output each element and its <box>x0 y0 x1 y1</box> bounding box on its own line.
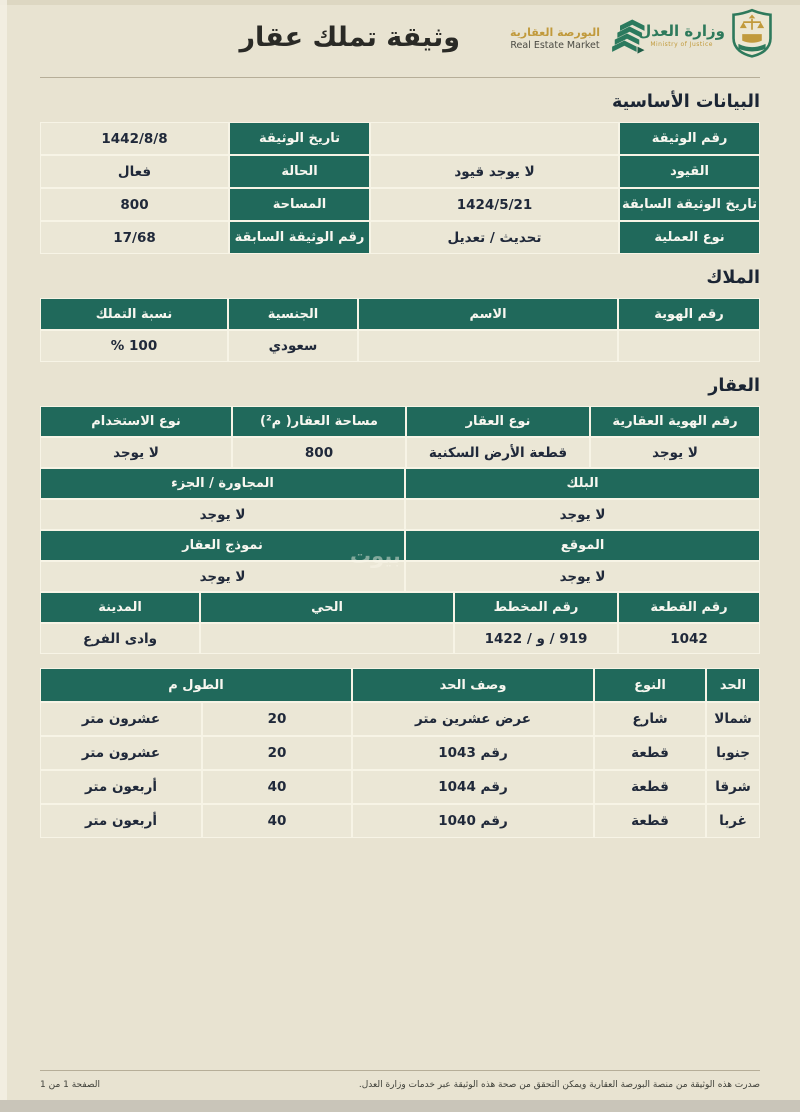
property-value-cell: لا يوجد <box>591 438 759 467</box>
property-header-cell: رقم المخطط <box>455 593 617 622</box>
boundary-side-cell: شمالا <box>707 703 759 735</box>
boundary-side-cell: جنوبا <box>707 737 759 769</box>
watermark: بيوت <box>350 544 401 568</box>
basic-label-cell: تاريخ الوثيقة السابقة <box>620 189 759 220</box>
basic-label-cell: نوع العملية <box>620 222 759 253</box>
boundaries-table <box>40 668 760 838</box>
property-header-cell: المدينة <box>41 593 199 622</box>
boundary-header-cell: النوع <box>595 669 705 701</box>
document-header <box>40 0 760 78</box>
boundary-desc-cell: رقم 1043 <box>353 737 593 769</box>
footer-note: صدرت هذه الوثيقة من منصة البورصة العقارية ويمكن التحقق من صحة هذه الوثيقة عبر خدمات وزارة العدل. <box>358 1080 760 1090</box>
owners-value-cell <box>619 331 759 361</box>
boundary-length-text-cell: أربعون متر <box>41 771 201 803</box>
property-value-cell: قطعة الأرض السكنية <box>407 438 589 467</box>
property-value-cell: 1042 <box>619 624 759 653</box>
real-estate-market-label <box>510 26 600 52</box>
section-heading-basic: البيانات الأساسية <box>611 92 760 112</box>
property-header-cell: نوع العقار <box>407 407 589 436</box>
property-header-cell: نموذج العقار <box>41 531 404 560</box>
property-value-cell <box>201 624 453 653</box>
property-value-cell: لا يوجد <box>41 438 231 467</box>
owners-value-cell <box>359 331 617 361</box>
property-value-cell: لا يوجد <box>41 562 404 591</box>
moj-arabic-name: وزارة العدل <box>638 21 725 40</box>
section-heading-property: العقار <box>708 376 760 396</box>
owners-header-cell: نسبة التملك <box>41 299 227 329</box>
ministry-of-justice-logo <box>638 8 774 62</box>
basic-label-cell: القيود <box>620 156 759 187</box>
basic-value-cell: 1424/5/21 <box>371 189 618 220</box>
property-header-cell: الحي <box>201 593 453 622</box>
owners-value-cell: سعودي <box>229 331 357 361</box>
property-value-cell: لا يوجد <box>41 500 404 529</box>
basic-value-cell <box>371 123 618 154</box>
property-header-cell: رقم القطعة <box>619 593 759 622</box>
boundary-length-cell: 20 <box>203 703 351 735</box>
owners-header-cell: رقم الهوية <box>619 299 759 329</box>
property-value-cell: لا يوجد <box>406 500 759 529</box>
owners-table <box>40 298 760 362</box>
property-location-table <box>40 530 760 592</box>
real-estate-market-logo <box>510 16 648 62</box>
property-main-table <box>40 406 760 468</box>
page-number: الصفحة 1 من 1 <box>40 1080 100 1090</box>
property-header-cell: البلك <box>406 469 759 498</box>
ministry-emblem-icon <box>730 8 774 62</box>
owners-value-cell: 100 % <box>41 331 227 361</box>
property-header-cell: المجاورة / الجزء <box>41 469 404 498</box>
basic-value-cell: لا يوجد قيود <box>371 156 618 187</box>
basic-label-cell: رقم الوثيقة السابقة <box>230 222 369 253</box>
rem-english-name: Real Estate Market <box>510 40 600 51</box>
boundary-side-cell: شرقا <box>707 771 759 803</box>
basic-value-cell: 800 <box>41 189 228 220</box>
property-header-cell: مساحة العقار( م²) <box>233 407 405 436</box>
basic-label-cell: المساحة <box>230 189 369 220</box>
boundary-desc-cell: رقم 1040 <box>353 805 593 837</box>
page-title: وثيقة تملك عقار <box>239 22 460 53</box>
boundary-length-text-cell: عشرون متر <box>41 703 201 735</box>
boundary-length-text-cell: أربعون متر <box>41 805 201 837</box>
boundary-length-cell: 40 <box>203 771 351 803</box>
owners-header-cell: الجنسية <box>229 299 357 329</box>
basic-label-cell: رقم الوثيقة <box>620 123 759 154</box>
basic-value-cell: تحديث / تعديل <box>371 222 618 253</box>
basic-value-cell: فعال <box>41 156 228 187</box>
property-value-cell: 800 <box>233 438 405 467</box>
boundary-length-cell: 20 <box>203 737 351 769</box>
basic-value-cell: 17/68 <box>41 222 228 253</box>
boundary-desc-cell: عرض عشرين متر <box>353 703 593 735</box>
boundary-length-cell: 40 <box>203 805 351 837</box>
footer-divider <box>40 1070 760 1071</box>
rem-arabic-name: البورصة العقارية <box>509 26 600 39</box>
ministry-label <box>638 22 725 49</box>
property-plot-table <box>40 592 760 654</box>
property-value-cell: 919 / و / 1422 <box>455 624 617 653</box>
property-header-cell: نوع الاستخدام <box>41 407 231 436</box>
basic-data-table <box>40 122 760 254</box>
page-bottom-edge <box>0 1100 800 1112</box>
document-footer <box>40 1070 760 1090</box>
property-value-cell: وادى الفرع <box>41 624 199 653</box>
boundary-desc-cell: رقم 1044 <box>353 771 593 803</box>
boundary-header-cell: الحد <box>707 669 759 701</box>
property-value-cell: لا يوجد <box>406 562 759 591</box>
owners-header-cell: الاسم <box>359 299 617 329</box>
property-header-cell: رقم الهوية العقارية <box>591 407 759 436</box>
section-heading-owners: الملاك <box>706 268 760 288</box>
boundary-type-cell: قطعة <box>595 771 705 803</box>
basic-value-cell: 1442/8/8 <box>41 123 228 154</box>
property-header-cell: الموقع <box>406 531 759 560</box>
basic-label-cell: تاريخ الوثيقة <box>230 123 369 154</box>
property-block-table <box>40 468 760 530</box>
boundary-type-cell: شارع <box>595 703 705 735</box>
boundary-header-cell: الطول م <box>41 669 351 701</box>
boundary-length-text-cell: عشرون متر <box>41 737 201 769</box>
basic-label-cell: الحالة <box>230 156 369 187</box>
boundary-type-cell: قطعة <box>595 805 705 837</box>
boundary-header-cell: وصف الحد <box>353 669 593 701</box>
boundary-side-cell: غربا <box>707 805 759 837</box>
boundary-type-cell: قطعة <box>595 737 705 769</box>
moj-english-name: Ministry of Justice <box>650 40 713 48</box>
